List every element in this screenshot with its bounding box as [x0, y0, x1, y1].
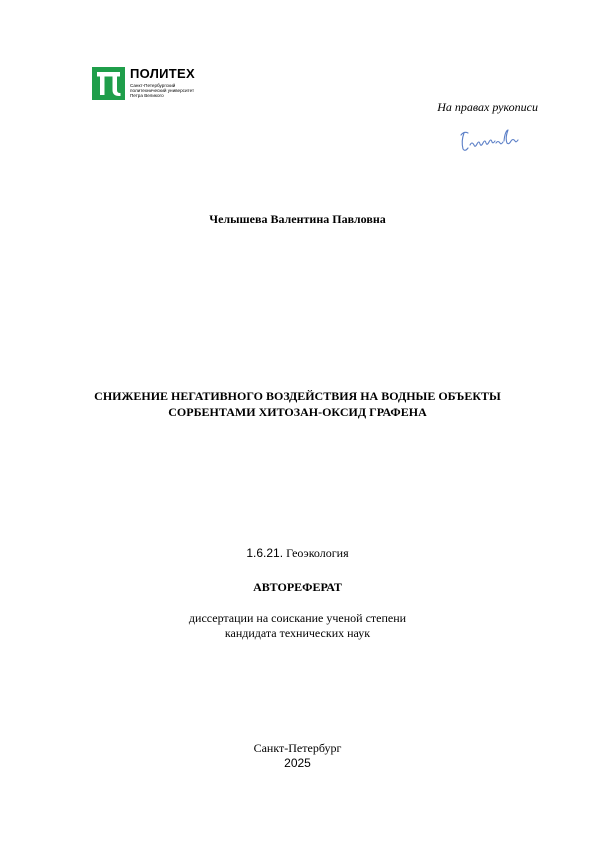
- specialty-code: 1.6.21.: [246, 546, 284, 560]
- logo-subtitle-line: Санкт-Петербургский: [130, 83, 176, 88]
- specialty: [0, 546, 595, 561]
- title-line: СОРБЕНТАМИ ХИТОЗАН-ОКСИД ГРАФЕНА: [168, 405, 427, 419]
- year: 2025: [284, 756, 311, 770]
- city-year: [0, 741, 595, 771]
- title-line: СНИЖЕНИЕ НЕГАТИВНОГО ВОЗДЕЙСТВИЯ НА ВОДНЫЕ ОБЪЕКТЫ: [94, 389, 501, 403]
- degree-line: кандидата технических наук: [224, 626, 371, 640]
- logo-subtitle: [130, 83, 194, 99]
- handwritten-signature: [458, 125, 520, 155]
- specialty-name: Геоэкология: [286, 546, 349, 560]
- rights-note: На правах рукописи: [437, 100, 538, 114]
- degree-description: [0, 611, 595, 641]
- city: Санкт-Петербург: [253, 741, 342, 755]
- logo-subtitle-line: политехнический университет: [130, 88, 195, 94]
- logo-subtitle-line: Петра Великого: [130, 93, 164, 99]
- degree-line: диссертации на соискание ученой степени: [188, 611, 407, 625]
- author-name: Челышева Валентина Павловна: [209, 212, 386, 226]
- university-logo: [92, 67, 232, 103]
- document-type: АВТОРЕФЕРАТ: [253, 580, 342, 594]
- pi-logo-icon: [92, 67, 125, 100]
- logo-name: ПОЛИТЕХ: [130, 66, 195, 81]
- dissertation-title: [0, 388, 595, 420]
